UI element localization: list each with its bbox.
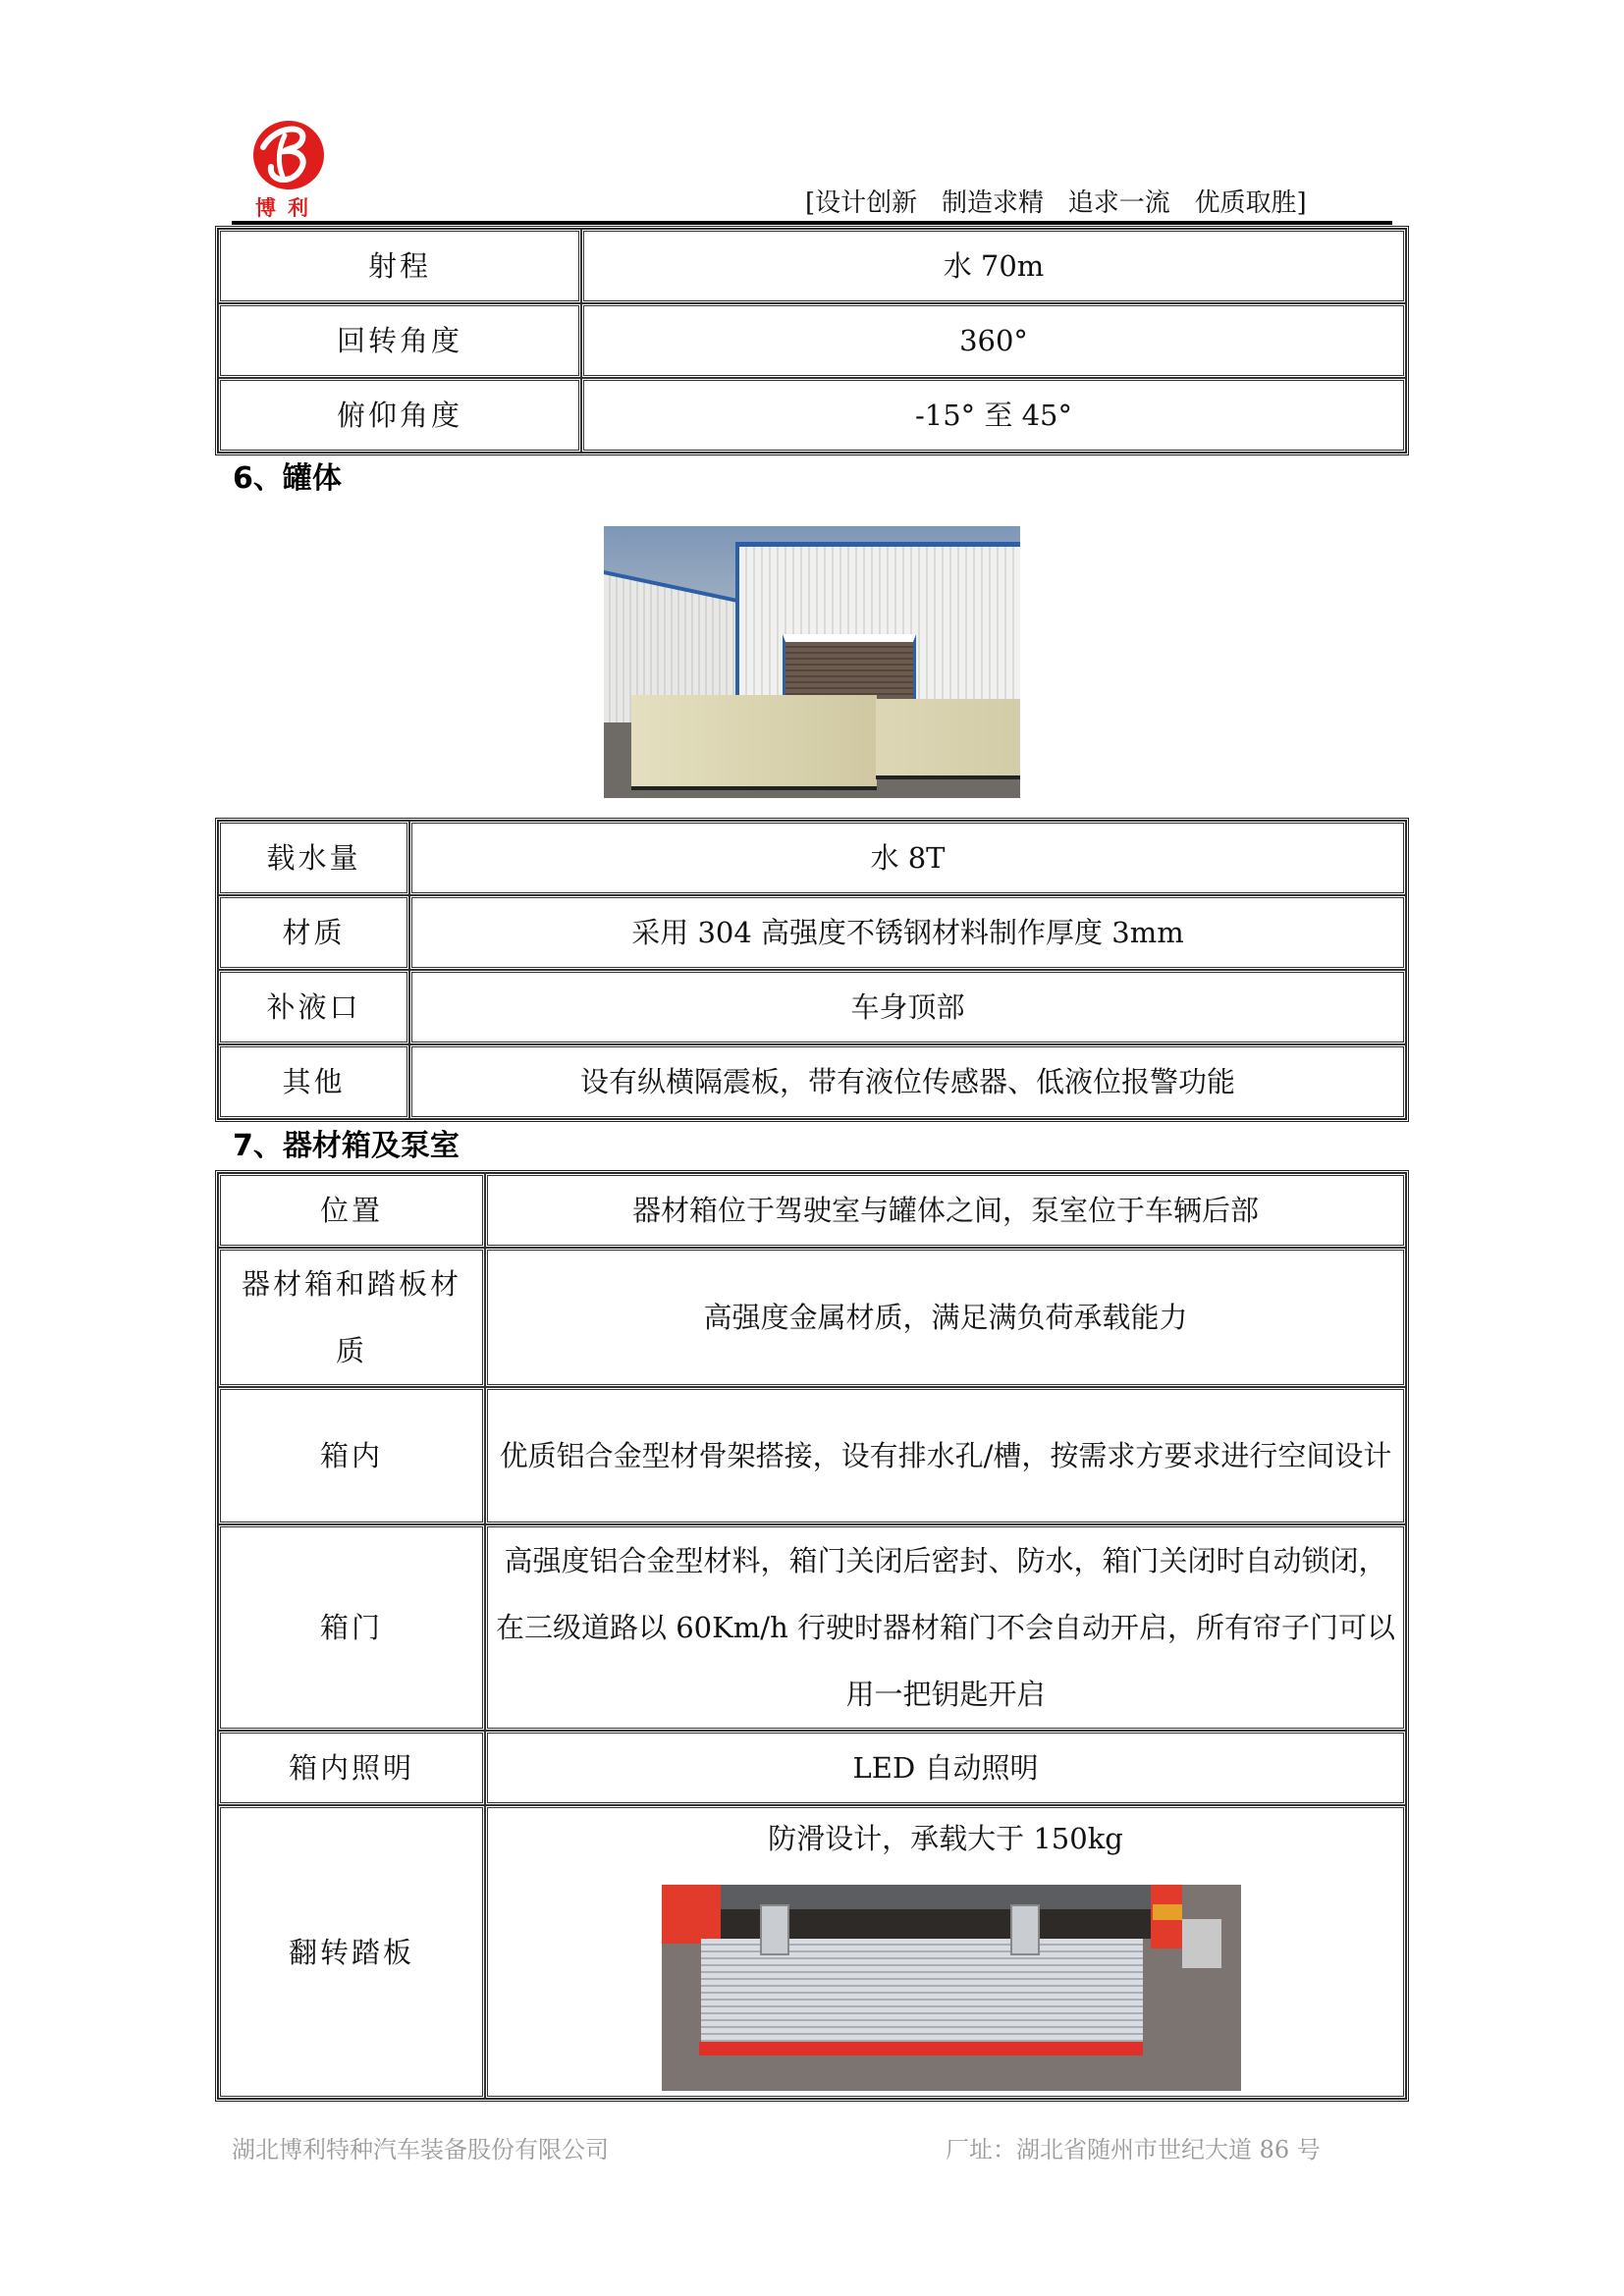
row-label: 位置: [218, 1173, 485, 1248]
table-row: [218, 1387, 1406, 1524]
row-value: 优质铝合金型材骨架搭接，设有排水孔/槽，按需求方要求进行空间设计: [485, 1387, 1406, 1524]
row-label: 其他: [218, 1044, 409, 1119]
row-label: 器材箱和踏板材质: [218, 1248, 485, 1387]
table-row: [218, 821, 1406, 895]
table-row: [218, 1248, 1406, 1387]
table-row: [218, 229, 1406, 303]
company-logo: [245, 118, 330, 220]
row-label: 箱内照明: [218, 1731, 485, 1805]
photo-tank-right: [876, 699, 1020, 779]
photo-reflector: [1153, 1904, 1182, 1920]
footer-address: 厂址：湖北省随州市世纪大道 86 号: [946, 2136, 1321, 2163]
row-label: 射程: [218, 229, 581, 303]
table-row: [218, 1173, 1406, 1248]
table-row: [218, 1731, 1406, 1805]
photo-step-red-edge: [699, 2042, 1143, 2056]
row-value: 采用 304 高强度不锈钢材料制作厚度 3mm: [409, 895, 1406, 970]
row-value: 高强度铝合金型材料，箱门关闭后密封、防水，箱门关闭时自动锁闭，在三级道路以 60Km/h 行驶时器材箱门不会自动开启，所有帘子门可以用一把钥匙开启: [485, 1524, 1406, 1731]
photo-hinge-left: [760, 1904, 789, 1955]
row-label: 载水量: [218, 821, 409, 895]
row-label: 回转角度: [218, 303, 581, 378]
monitor-spec-table: [215, 226, 1409, 455]
row-label: 补液口: [218, 970, 409, 1044]
logo-text: 博利: [255, 196, 320, 220]
row-label: 翻转踏板: [218, 1805, 485, 2099]
table-row: [218, 895, 1406, 970]
row-value: 360°: [581, 303, 1406, 378]
photo-hinge-right: [1010, 1904, 1040, 1955]
row-value: 水 70m: [581, 229, 1406, 303]
table-row: [218, 303, 1406, 378]
row-label: 材质: [218, 895, 409, 970]
row-value: 器材箱位于驾驶室与罐体之间，泵室位于车辆后部: [485, 1173, 1406, 1248]
row-label: 俯仰角度: [218, 378, 581, 453]
header-divider: [232, 221, 1392, 225]
row-value: 高强度金属材质，满足满负荷承载能力: [485, 1248, 1406, 1387]
row-value: LED 自动照明: [485, 1731, 1406, 1805]
table-row: [218, 378, 1406, 453]
tank-spec-table: [215, 818, 1409, 1122]
row-value: 设有纵横隔震板，带有液位传感器、低液位报警功能: [409, 1044, 1406, 1119]
row-value: -15° 至 45°: [581, 378, 1406, 453]
table-row: [218, 1044, 1406, 1119]
company-slogan: [设计创新 制造求精 追求一流 优质取胜]: [805, 188, 1307, 218]
logo-mark-icon: [245, 118, 330, 192]
row-label: 箱内: [218, 1387, 485, 1524]
table-row: [218, 1524, 1406, 1731]
section-heading-tank: 6、罐体: [233, 461, 342, 496]
row-label: 箱门: [218, 1524, 485, 1731]
tank-photo: [604, 526, 1020, 798]
photo-metal-box: [1182, 1919, 1221, 1968]
photo-tank-left: [631, 695, 877, 790]
row-value: 防滑设计，承载大于 150kg: [768, 1822, 1123, 1855]
row-value: 水 8T: [409, 821, 1406, 895]
step-photo: [662, 1885, 1241, 2091]
photo-red-panel-left: [662, 1885, 721, 1944]
table-row: [218, 970, 1406, 1044]
section-heading-equipment-box: 7、器材箱及泵室: [233, 1129, 460, 1163]
footer-company: 湖北博利特种汽车装备股份有限公司: [232, 2136, 609, 2163]
row-value: 车身顶部: [409, 970, 1406, 1044]
